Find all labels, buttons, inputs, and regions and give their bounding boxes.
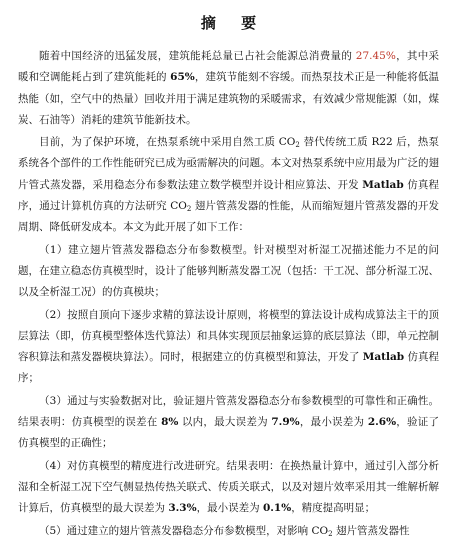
abstract-paragraph [18,456,439,520]
paragraph-text: ，精度提高明显； [291,502,376,515]
abstract-body [18,46,439,542]
paragraph-text: ，最小误差为 [299,416,368,429]
emphasized-text: 7.9% [271,416,300,429]
abstract-paragraph [18,521,439,542]
paragraph-text: 随着中国经济的迅猛发展，建筑能耗总量已占社会能源总消费量的 [39,50,356,62]
paragraph-text: ，其中采暖和空调能耗占到了建筑能耗的 [18,50,440,84]
paragraph-text: （1）建立翅片管蒸发器稳态分布参数模型。针对模型对析湿工况描述能力不足的问题，在建立稳态仿真模型时，设计了能够判断蒸发器工况（包括：干工况、部分析湿工况、以及全析湿工况）的仿真模块； [18,243,439,299]
emphasized-text: 2.6% [367,416,397,429]
emphasized-text: 65% [170,71,195,84]
paragraph-text: 翅片管蒸发器性 [332,524,410,537]
paragraph-text: （3）通过与实验数据对比，验证翅片管蒸发器稳态分布参数模型的可靠性和正确性。结果表明：仿真模型的误差在 [18,394,439,429]
abstract-paragraph [18,132,439,238]
paragraph-text: 仿真程序，通过计算机仿真的方法研究 CO [18,178,439,213]
paragraph-text: （4）对仿真模型的精度进行改进研究。结果表明：在换热量计算中，通过引入部分析湿和全析湿工况下空气侧显热传热关联式、传质关联式，以及对翅片效率采用其一维解析解计算后，仿真模型的最大误差为 [18,459,439,515]
highlighted-value: 27.45% [355,50,396,62]
paragraph-text: （2）按照自顶向下逐步求精的算法设计原则，将模型的算法设计成构成算法主干的顶层算法（即，仿真模型整体迭代算法）和具体实现顶层抽象运算的底层算法（即，单元控制容积算法和蒸发器模块算法）。同时，根据建立的仿真模型和算法，开发了 [18,308,439,364]
emphasized-text: Matlab [362,351,405,364]
abstract-paragraph [18,305,439,390]
subscript-text: 2 [295,141,300,150]
paragraph-text: 翅片管蒸发器的性能，从而缩短翅片管蒸发器的开发周期、降低研发成本。本文为此开展了如下工作： [18,200,439,234]
abstract-paragraph [18,46,439,131]
paragraph-text: ，建筑节能刻不容缓。而热泵技术正是一种能将低温热能（如，空气中的热量）回收并用于满足建筑物的采暖需求，有效减少常规能源（如，煤炭、石油等）消耗的建筑节能新技术。 [18,71,439,126]
emphasized-text: 3.3% [168,502,197,515]
paragraph-text: ，验证了仿真模型的正确性； [18,416,440,450]
paragraph-text: 目前，为了保护环境，在热泵系统中采用自然工质 CO [39,136,296,149]
page-title: 摘 要 [200,14,267,32]
subscript-text: 2 [186,205,192,214]
emphasized-text: 8% [161,416,179,429]
emphasized-text: 0.1% [262,502,292,515]
paragraph-text: （5）通过建立的翅片管蒸发器稳态分布参数模型，对影响 CO [39,524,329,537]
paragraph-text: 以内，最大误差为 [178,416,272,429]
paragraph-text: 替代传统工质 R22 后，热泵系统各个部件的工作性能研究已成为亟需解决的问题。本文对热泵系统中应用最为广泛的翅片管式蒸发器，采用稳态分布参数法建立数学模型并设计相应算法、开发 [18,136,440,191]
emphasized-text: Matlab [362,178,404,191]
abstract-paragraph [18,391,439,455]
paragraph-text: ，最小误差为 [196,502,263,515]
abstract-paragraph [18,240,439,304]
subscript-text: 2 [328,529,333,538]
paragraph-text: 仿真程序； [18,351,439,385]
